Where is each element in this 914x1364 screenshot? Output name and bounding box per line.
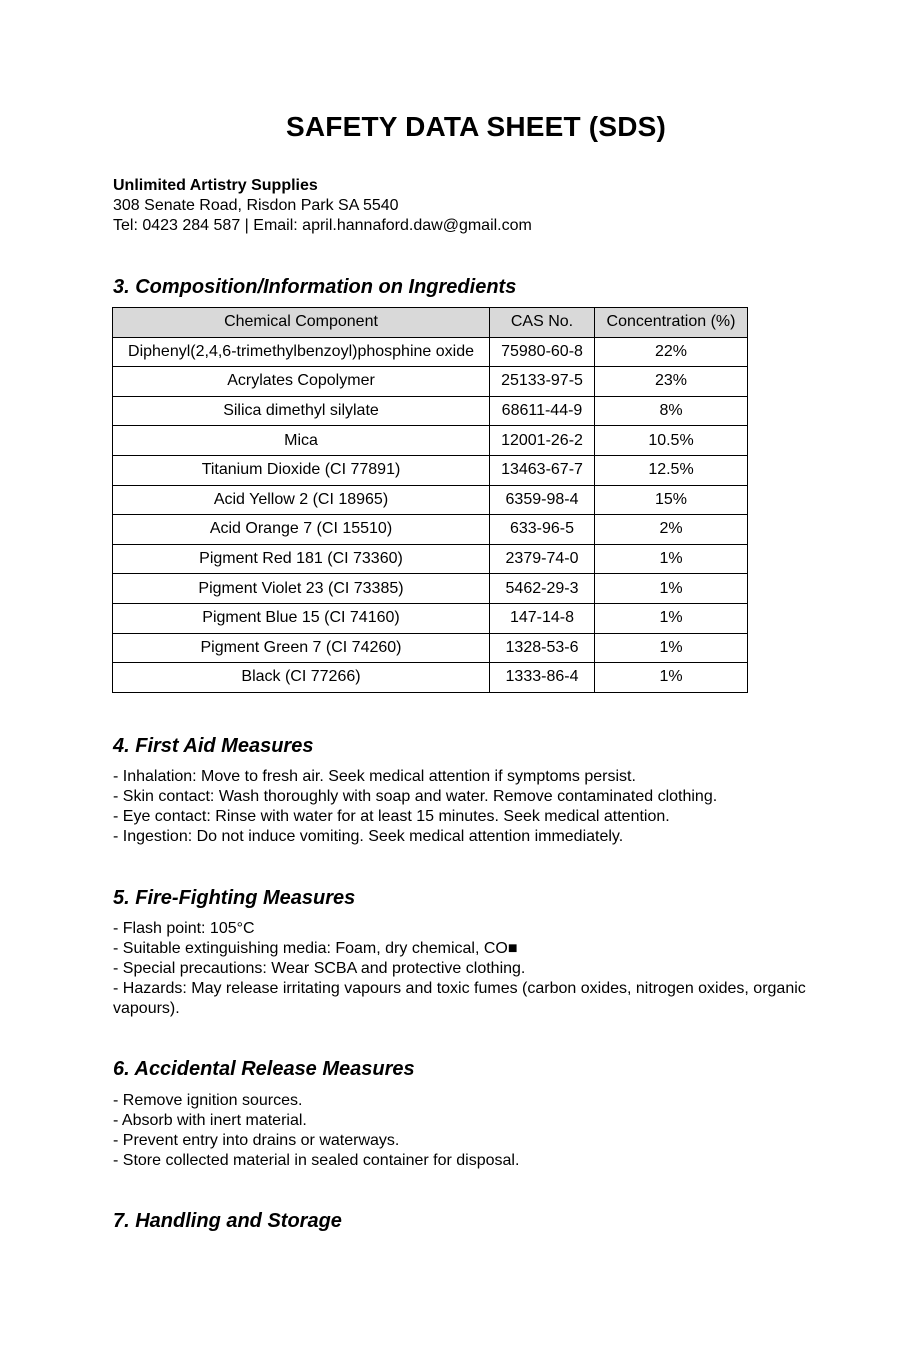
table-row — [113, 603, 748, 633]
first-aid-line: - Skin contact: Wash thoroughly with soap and water. Remove contaminated clothing. — [113, 788, 718, 805]
release-line: - Prevent entry into drains or waterways. — [113, 1132, 400, 1149]
cell-component: Mica — [113, 426, 490, 456]
table-row — [113, 455, 748, 485]
section-6-body — [113, 1091, 843, 1171]
column-header-component: Chemical Component — [113, 308, 490, 338]
cell-cas: 25133-97-5 — [490, 367, 595, 397]
cell-cas: 68611-44-9 — [490, 396, 595, 426]
section-4-heading: 4. First Aid Measures — [113, 735, 314, 757]
table-header-row — [113, 308, 748, 338]
cell-component: Black (CI 77266) — [113, 663, 490, 693]
section-5-body — [113, 919, 843, 1019]
company-name: Unlimited Artistry Supplies — [113, 177, 318, 194]
cell-concentration: 10.5% — [595, 426, 748, 456]
cell-component: Titanium Dioxide (CI 77891) — [113, 455, 490, 485]
cell-cas: 6359-98-4 — [490, 485, 595, 515]
table-row — [113, 515, 748, 545]
cell-cas: 2379-74-0 — [490, 544, 595, 574]
cell-concentration: 1% — [595, 663, 748, 693]
fire-fighting-line: - Flash point: 105°C — [113, 920, 255, 937]
cell-concentration: 12.5% — [595, 455, 748, 485]
cell-concentration: 2% — [595, 515, 748, 545]
cell-concentration: 1% — [595, 603, 748, 633]
document-title: SAFETY DATA SHEET (SDS) — [285, 111, 667, 142]
cell-component: Pigment Red 181 (CI 73360) — [113, 544, 490, 574]
table-row — [113, 426, 748, 456]
cell-component: Pigment Violet 23 (CI 73385) — [113, 574, 490, 604]
first-aid-line: - Ingestion: Do not induce vomiting. Seek medical attention immediately. — [113, 828, 624, 845]
column-header-concentration: Concentration (%) — [595, 308, 748, 338]
cell-component: Pigment Green 7 (CI 74260) — [113, 633, 490, 663]
cell-cas: 147-14-8 — [490, 603, 595, 633]
first-aid-line: - Inhalation: Move to fresh air. Seek medical attention if symptoms persist. — [113, 768, 636, 785]
table-row — [113, 663, 748, 693]
cell-concentration: 22% — [595, 337, 748, 367]
cell-cas: 5462-29-3 — [490, 574, 595, 604]
table-row — [113, 574, 748, 604]
section-6-heading: 6. Accidental Release Measures — [113, 1058, 415, 1080]
cell-component: Silica dimethyl silylate — [113, 396, 490, 426]
cell-cas: 633-96-5 — [490, 515, 595, 545]
release-line: - Absorb with inert material. — [113, 1112, 307, 1129]
fire-fighting-line: - Suitable extinguishing media: Foam, dry chemical, CO■ — [113, 940, 518, 957]
company-contact: Tel: 0423 284 587 | Email: april.hannaford.daw@gmail.com — [113, 217, 532, 234]
release-line: - Store collected material in sealed container for disposal. — [113, 1152, 520, 1169]
cell-component: Diphenyl(2,4,6-trimethylbenzoyl)phosphine oxide — [113, 337, 490, 367]
cell-component: Pigment Blue 15 (CI 74160) — [113, 603, 490, 633]
company-block — [113, 176, 532, 236]
section-3-heading: 3. Composition/Information on Ingredients — [113, 276, 517, 298]
section-5-heading: 5. Fire-Fighting Measures — [113, 887, 356, 909]
table-row — [113, 367, 748, 397]
first-aid-line: - Eye contact: Rinse with water for at least 15 minutes. Seek medical attention. — [113, 808, 670, 825]
cell-cas: 13463-67-7 — [490, 455, 595, 485]
cell-concentration: 15% — [595, 485, 748, 515]
ingredients-table — [112, 307, 748, 693]
column-header-cas: CAS No. — [490, 308, 595, 338]
cell-component: Acid Orange 7 (CI 15510) — [113, 515, 490, 545]
cell-cas: 1333-86-4 — [490, 663, 595, 693]
release-line: - Remove ignition sources. — [113, 1092, 303, 1109]
cell-concentration: 23% — [595, 367, 748, 397]
cell-concentration: 1% — [595, 544, 748, 574]
table-row — [113, 485, 748, 515]
cell-concentration: 1% — [595, 574, 748, 604]
cell-cas: 75980-60-8 — [490, 337, 595, 367]
cell-concentration: 1% — [595, 633, 748, 663]
cell-component: Acrylates Copolymer — [113, 367, 490, 397]
section-7-heading: 7. Handling and Storage — [113, 1210, 342, 1232]
section-4-body — [113, 767, 843, 847]
cell-component: Acid Yellow 2 (CI 18965) — [113, 485, 490, 515]
table-row — [113, 337, 748, 367]
company-address: 308 Senate Road, Risdon Park SA 5540 — [113, 197, 399, 214]
fire-fighting-line: - Special precautions: Wear SCBA and protective clothing. — [113, 960, 526, 977]
table-row — [113, 396, 748, 426]
cell-cas: 1328-53-6 — [490, 633, 595, 663]
cell-cas: 12001-26-2 — [490, 426, 595, 456]
fire-fighting-line: - Hazards: May release irritating vapours and toxic fumes (carbon oxides, nitrogen oxides, organic vapours). — [113, 980, 806, 1017]
cell-concentration: 8% — [595, 396, 748, 426]
table-row — [113, 633, 748, 663]
table-row — [113, 544, 748, 574]
